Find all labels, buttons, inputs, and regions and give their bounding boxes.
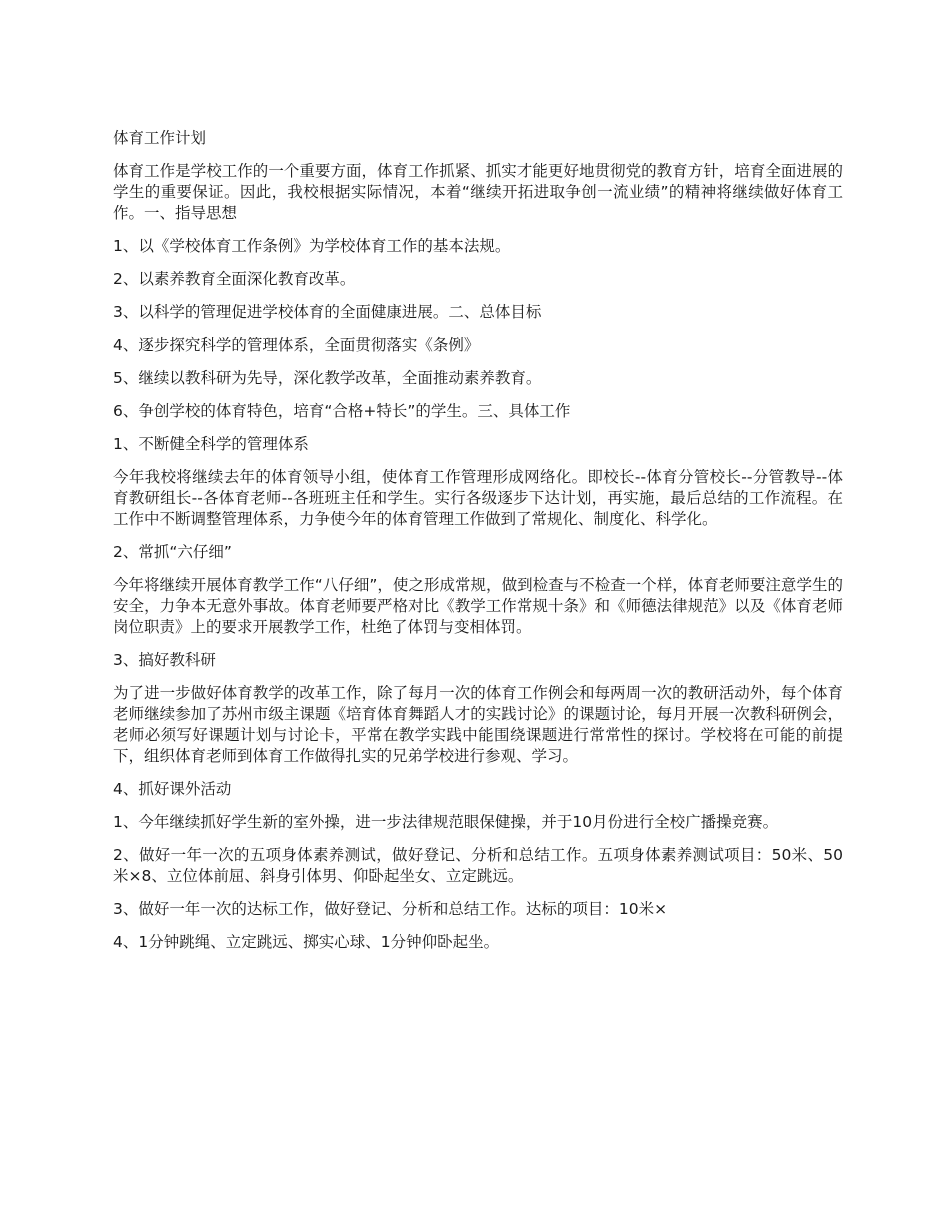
- paragraph: 今年将继续开展体育教学工作“八仔细”，使之形成常规，做到检查与不检查一个样，体育老师要注意学生的安全，力争本无意外事故。体育老师要严格对比《教学工作常规十条》和《师德法律规范》以及《体育老师岗位职责》上的要求开展教学工作，杜绝了体罚与变相体罚。: [113, 576, 843, 636]
- paragraph: 5、继续以教科研为先导，深化教学改革，全面推动素养教育。: [113, 369, 542, 387]
- paragraph: 2、做好一年一次的五项身体素养测试，做好登记、分析和总结工作。五项身体素养测试项目：50米、50米×8、立位体前屈、斜身引体男、仰卧起坐女、立定跳远。: [113, 846, 843, 885]
- paragraph: 4、逐步探究科学的管理体系，全面贯彻落实《条例》: [113, 336, 480, 354]
- paragraph: 3、搞好教科研: [113, 651, 216, 669]
- paragraph: 1、以《学校体育工作条例》为学校体育工作的基本法规。: [113, 237, 511, 255]
- paragraph: 2、常抓“六仔细”: [113, 543, 232, 561]
- paragraph: 今年我校将继续去年的体育领导小组，使体育工作管理形成网络化。即校长--体育分管校长--分管教导--体育教研组长--各体育老师--各班班主任和学生。实行各级逐步下达计划，再实施，最后总结的工作流程。在工作中不断调整管理体系，力争使今年的体育管理工作做到了常规化、制度化、科学化。: [113, 468, 843, 528]
- paragraph: 为了进一步做好体育教学的改革工作，除了每月一次的体育工作例会和每两周一次的教研活动外，每个体育老师继续参加了苏州市级主课题《培育体育舞蹈人才的实践讨论》的课题讨论，每月开展一次教科研例会，老师必须写好课题计划与讨论卡，平常在教学实践中能围绕课题进行常常性的探讨。学校将在可能的前提下，组织体育老师到体育工作做得扎实的兄弟学校进行参观、学习。: [113, 684, 843, 765]
- paragraph: 2、以素养教育全面深化教育改革。: [113, 270, 356, 288]
- paragraph: 4、抓好课外活动: [113, 780, 232, 798]
- paragraph: 6、争创学校的体育特色，培育“合格+特长”的学生。三、具体工作: [113, 402, 571, 420]
- paragraph: 1、不断健全科学的管理体系: [113, 435, 309, 453]
- document-title: 体育工作计划: [113, 129, 207, 147]
- paragraph: 3、做好一年一次的达标工作，做好登记、分析和总结工作。达标的项目：10米×: [113, 900, 668, 918]
- paragraph: 体育工作是学校工作的一个重要方面，体育工作抓紧、抓实才能更好地贯彻党的教育方针，培育全面进展的学生的重要保证。因此，我校根据实际情况，本着“继续开拓进取争创一流业绩”的精神将继续做好体育工作。一、指导思想: [113, 162, 843, 222]
- paragraph: 1、今年继续抓好学生新的室外操，进一步法律规范眼保健操，并于10月份进行全校广播操竞赛。: [113, 813, 779, 831]
- paragraph: 3、以科学的管理促进学校体育的全面健康进展。二、总体目标: [113, 303, 542, 321]
- paragraph-list: [113, 161, 843, 953]
- document-body: [113, 128, 843, 965]
- paragraph: 4、1分钟跳绳、立定跳远、掷实心球、1分钟仰卧起坐。: [113, 933, 500, 951]
